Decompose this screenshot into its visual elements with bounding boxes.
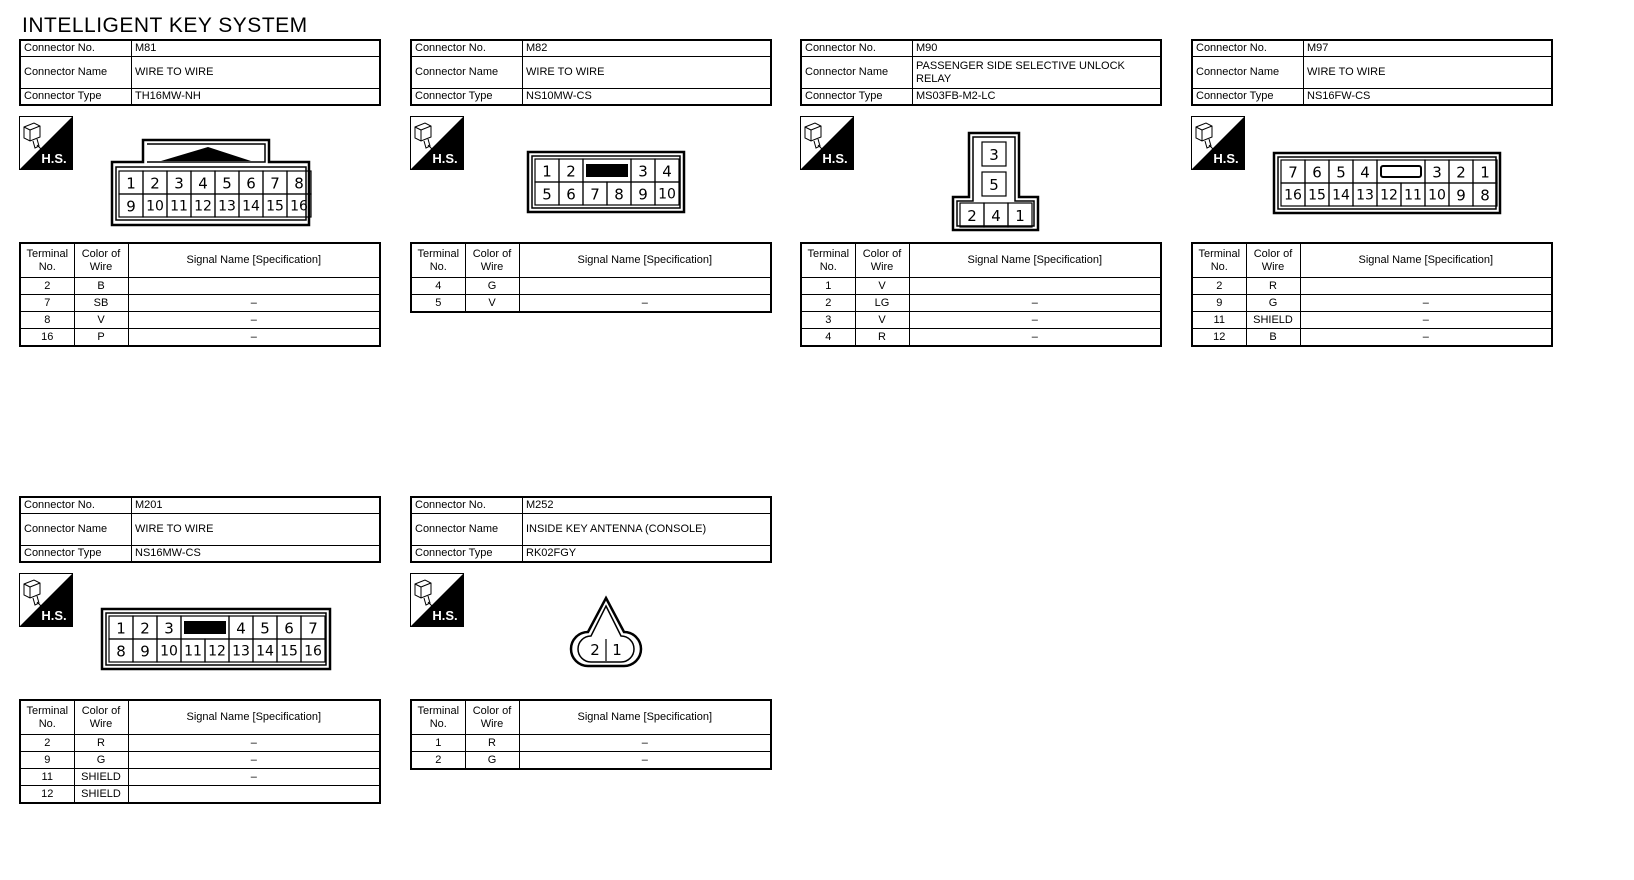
svg-text:H.S.: H.S. (1213, 151, 1239, 166)
connector-type-value: TH16MW-NH (132, 89, 381, 106)
wire-color-cell: R (465, 735, 519, 752)
terminal-table (410, 242, 772, 313)
harness-side-icon (800, 116, 854, 170)
pin-3: 3 (989, 146, 999, 164)
terminal-no-cell: 2 (801, 295, 855, 312)
terminal-table (19, 699, 381, 804)
terminal-no-cell: 2 (1192, 278, 1246, 295)
terminal-no-cell: 2 (20, 735, 74, 752)
pin-10: 10 (1428, 187, 1446, 204)
pin-8: 8 (294, 174, 304, 193)
signal-name-cell (128, 278, 380, 295)
pin-4: 4 (236, 619, 246, 638)
pin-2: 2 (967, 207, 977, 225)
connector-no-value: M82 (523, 40, 772, 57)
color-of-wire-header: Color of Wire (465, 700, 519, 735)
signal-name-cell: – (128, 752, 380, 769)
pin-4: 4 (662, 162, 672, 181)
pin-14: 14 (242, 198, 260, 215)
signal-name-cell: – (128, 295, 380, 312)
connector-type-label: Connector Type (411, 546, 523, 563)
connector-no-value: M97 (1304, 40, 1553, 57)
terminal-no-header: Terminal No. (801, 243, 855, 278)
cavity-key (1381, 166, 1421, 177)
pin-8: 8 (1480, 186, 1490, 205)
connector-no-value: M201 (132, 497, 381, 514)
connector-name-value: PASSENGER SIDE SELECTIVE UNLOCK RELAY (913, 57, 1162, 89)
terminal-no-header: Terminal No. (1192, 243, 1246, 278)
table-row (801, 295, 1161, 312)
color-of-wire-header: Color of Wire (74, 243, 128, 278)
pin-1: 1 (1480, 163, 1490, 182)
table-row (1192, 278, 1552, 295)
connector-info-table (410, 496, 772, 563)
connector-type-label: Connector Type (20, 89, 132, 106)
terminal-no-cell: 5 (411, 295, 465, 313)
pin-9: 9 (1456, 186, 1466, 205)
pin-10: 10 (658, 186, 676, 203)
pin-4: 4 (1360, 163, 1370, 182)
pin-12: 12 (1380, 187, 1398, 204)
wire-color-cell: SB (74, 295, 128, 312)
connector-panel-m90 (800, 39, 1162, 343)
wire-color-cell: G (74, 752, 128, 769)
signal-name-cell (519, 278, 771, 295)
table-row (20, 312, 380, 329)
table-row (20, 295, 380, 312)
signal-name-header: Signal Name [Specification] (519, 243, 771, 278)
pin-5: 5 (542, 185, 552, 204)
page-title: INTELLIGENT KEY SYSTEM (22, 14, 308, 37)
connector-name-value: WIRE TO WIRE (132, 514, 381, 546)
connector-info-table (410, 39, 772, 106)
wire-color-cell: LG (855, 295, 909, 312)
connector-type-value: NS16FW-CS (1304, 89, 1553, 106)
signal-name-cell (909, 278, 1161, 295)
connector-face-m90 (952, 132, 1040, 232)
connector-type-label: Connector Type (1192, 89, 1304, 106)
pin-14: 14 (256, 643, 274, 660)
connector-panel-m81 (19, 39, 381, 343)
table-row (411, 752, 771, 770)
connector-panel-m97 (1191, 39, 1553, 343)
pin-13: 13 (1356, 187, 1374, 204)
signal-name-cell: – (909, 329, 1161, 347)
terminal-no-cell: 4 (411, 278, 465, 295)
pin-grid (109, 616, 325, 662)
pin-11: 11 (170, 198, 188, 215)
table-row (1192, 312, 1552, 329)
terminal-no-cell: 9 (1192, 295, 1246, 312)
pin-13: 13 (232, 643, 250, 660)
signal-name-cell: – (128, 769, 380, 786)
connector-name-label: Connector Name (20, 514, 132, 546)
connector-name-value: INSIDE KEY ANTENNA (CONSOLE) (523, 514, 772, 546)
connector-face-m201 (101, 608, 331, 670)
table-row (20, 752, 380, 769)
wire-color-cell: V (855, 312, 909, 329)
table-row (801, 278, 1161, 295)
pin-7: 7 (270, 174, 280, 193)
connector-type-label: Connector Type (20, 546, 132, 563)
svg-text:H.S.: H.S. (41, 608, 67, 623)
pin-15: 15 (266, 198, 284, 215)
harness-side-icon (410, 573, 464, 627)
pin-15: 15 (1308, 187, 1326, 204)
pin-16: 16 (1284, 187, 1302, 204)
wire-color-cell: R (74, 735, 128, 752)
signal-name-cell: – (519, 752, 771, 770)
connector-no-label: Connector No. (20, 40, 132, 57)
terminal-no-cell: 12 (1192, 329, 1246, 347)
terminal-no-cell: 3 (801, 312, 855, 329)
terminal-no-cell: 7 (20, 295, 74, 312)
wire-color-cell: G (1246, 295, 1300, 312)
terminal-table-header (411, 243, 771, 278)
connector-type-value: NS10MW-CS (523, 89, 772, 106)
signal-name-header: Signal Name [Specification] (909, 243, 1161, 278)
harness-side-icon (1191, 116, 1245, 170)
signal-name-cell: – (128, 329, 380, 347)
connector-panel-m252 (410, 496, 772, 766)
wire-color-cell: B (74, 278, 128, 295)
wire-color-cell: R (1246, 278, 1300, 295)
connector-type-value: NS16MW-CS (132, 546, 381, 563)
pin-6: 6 (566, 185, 576, 204)
connector-type-label: Connector Type (411, 89, 523, 106)
color-of-wire-header: Color of Wire (1246, 243, 1300, 278)
wire-color-cell: G (465, 752, 519, 770)
pin-grid (590, 639, 622, 661)
wire-color-cell: P (74, 329, 128, 347)
table-row (801, 329, 1161, 347)
pin-4: 4 (991, 207, 1001, 225)
pin-1: 1 (116, 619, 126, 638)
terminal-table-header (411, 700, 771, 735)
terminal-no-cell: 2 (20, 278, 74, 295)
signal-name-cell (1300, 278, 1552, 295)
terminal-no-header: Terminal No. (20, 700, 74, 735)
pin-14: 14 (1332, 187, 1350, 204)
table-row (801, 312, 1161, 329)
terminal-table (19, 242, 381, 347)
terminal-table (800, 242, 1162, 347)
svg-text:H.S.: H.S. (822, 151, 848, 166)
pin-5: 5 (222, 174, 232, 193)
signal-name-cell: – (1300, 312, 1552, 329)
table-row (411, 295, 771, 313)
connector-no-label: Connector No. (411, 497, 523, 514)
pin-2: 2 (150, 174, 160, 193)
pin-7: 7 (1288, 163, 1298, 182)
pin-3: 3 (164, 619, 174, 638)
pin-2: 2 (140, 619, 150, 638)
pin-10: 10 (146, 198, 164, 215)
table-row (20, 769, 380, 786)
connector-no-label: Connector No. (411, 40, 523, 57)
pin-11: 11 (1404, 187, 1422, 204)
table-row (1192, 295, 1552, 312)
pin-12: 12 (208, 643, 226, 660)
terminal-table-header (1192, 243, 1552, 278)
pin-2: 2 (590, 641, 600, 659)
pin-grid (535, 159, 679, 205)
pin-3: 3 (638, 162, 648, 181)
pin-6: 6 (1312, 163, 1322, 182)
terminal-table (1191, 242, 1553, 347)
pin-16: 16 (304, 643, 322, 660)
terminal-no-cell: 1 (801, 278, 855, 295)
signal-name-cell: – (1300, 329, 1552, 347)
table-row (20, 278, 380, 295)
wire-color-cell: V (74, 312, 128, 329)
terminal-table-header (20, 700, 380, 735)
pin-2: 2 (1456, 163, 1466, 182)
terminal-table-header (801, 243, 1161, 278)
connector-panel-m201 (19, 496, 381, 800)
pin-8: 8 (116, 642, 126, 661)
terminal-table-header (20, 243, 380, 278)
wire-color-cell: R (855, 329, 909, 347)
terminal-no-header: Terminal No. (411, 243, 465, 278)
color-of-wire-header: Color of Wire (465, 243, 519, 278)
connector-no-label: Connector No. (801, 40, 913, 57)
connector-no-value: M81 (132, 40, 381, 57)
pin-grid (960, 142, 1032, 227)
connector-name-value: WIRE TO WIRE (132, 57, 381, 89)
signal-name-header: Signal Name [Specification] (1300, 243, 1552, 278)
pin-1: 1 (126, 174, 136, 193)
cavity-key (185, 622, 225, 633)
svg-text:H.S.: H.S. (432, 151, 458, 166)
pin-3: 3 (1432, 163, 1442, 182)
connector-info-table (19, 39, 381, 106)
table-row (1192, 329, 1552, 347)
color-of-wire-header: Color of Wire (855, 243, 909, 278)
svg-text:H.S.: H.S. (41, 151, 67, 166)
pin-1: 1 (612, 641, 622, 659)
terminal-no-cell: 11 (1192, 312, 1246, 329)
pin-1: 1 (1015, 207, 1025, 225)
connector-no-label: Connector No. (1192, 40, 1304, 57)
connector-face-m82 (527, 151, 685, 213)
pin-1: 1 (542, 162, 552, 181)
terminal-no-cell: 4 (801, 329, 855, 347)
pin-5: 5 (989, 176, 999, 194)
wire-color-cell: SHIELD (74, 786, 128, 804)
connector-type-value: MS03FB-M2-LC (913, 89, 1162, 106)
connector-no-label: Connector No. (20, 497, 132, 514)
connector-panel-m82 (410, 39, 772, 309)
connector-name-value: WIRE TO WIRE (1304, 57, 1553, 89)
harness-side-icon (410, 116, 464, 170)
color-of-wire-header: Color of Wire (74, 700, 128, 735)
connector-name-label: Connector Name (801, 57, 913, 89)
terminal-no-cell: 12 (20, 786, 74, 804)
connector-face-m252 (568, 596, 644, 668)
terminal-no-cell: 8 (20, 312, 74, 329)
connector-info-table (19, 496, 381, 563)
connector-name-label: Connector Name (20, 57, 132, 89)
terminal-table (410, 699, 772, 770)
signal-name-cell: – (128, 735, 380, 752)
pin-10: 10 (160, 643, 178, 660)
pin-9: 9 (140, 642, 150, 661)
pin-16: 16 (290, 198, 308, 215)
pin-6: 6 (284, 619, 294, 638)
pin-4: 4 (198, 174, 208, 193)
signal-name-header: Signal Name [Specification] (128, 700, 380, 735)
connector-face-m97 (1273, 152, 1501, 214)
terminal-no-cell: 11 (20, 769, 74, 786)
table-row (20, 786, 380, 804)
signal-name-cell: – (909, 312, 1161, 329)
pin-3: 3 (174, 174, 184, 193)
signal-name-cell: – (909, 295, 1161, 312)
signal-name-header: Signal Name [Specification] (519, 700, 771, 735)
terminal-no-cell: 9 (20, 752, 74, 769)
pin-2: 2 (566, 162, 576, 181)
wire-color-cell: SHIELD (1246, 312, 1300, 329)
connector-name-label: Connector Name (411, 514, 523, 546)
signal-name-cell (128, 786, 380, 804)
terminal-no-cell: 2 (411, 752, 465, 770)
pin-9: 9 (638, 185, 648, 204)
connector-info-table (1191, 39, 1553, 106)
connector-type-value: RK02FGY (523, 546, 772, 563)
terminal-no-cell: 16 (20, 329, 74, 347)
connector-name-label: Connector Name (411, 57, 523, 89)
wire-color-cell: B (1246, 329, 1300, 347)
pin-13: 13 (218, 198, 236, 215)
table-row (411, 735, 771, 752)
svg-text:H.S.: H.S. (432, 608, 458, 623)
terminal-no-header: Terminal No. (411, 700, 465, 735)
signal-name-cell: – (519, 295, 771, 313)
table-row (20, 329, 380, 347)
harness-side-icon (19, 116, 73, 170)
pin-grid (1281, 160, 1497, 206)
pin-7: 7 (590, 185, 600, 204)
wire-color-cell: G (465, 278, 519, 295)
wire-color-cell: V (465, 295, 519, 313)
table-row (411, 278, 771, 295)
pin-5: 5 (260, 619, 270, 638)
pin-7: 7 (308, 619, 318, 638)
signal-name-cell: – (1300, 295, 1552, 312)
connector-no-value: M252 (523, 497, 772, 514)
connector-info-table (800, 39, 1162, 106)
pin-12: 12 (194, 198, 212, 215)
connector-name-label: Connector Name (1192, 57, 1304, 89)
terminal-no-cell: 1 (411, 735, 465, 752)
pin-5: 5 (1336, 163, 1346, 182)
pin-6: 6 (246, 174, 256, 193)
pin-grid (119, 171, 311, 217)
signal-name-header: Signal Name [Specification] (128, 243, 380, 278)
connector-no-value: M90 (913, 40, 1162, 57)
connector-face-m81 (111, 139, 311, 227)
pin-9: 9 (126, 197, 136, 216)
wire-color-cell: V (855, 278, 909, 295)
harness-side-icon (19, 573, 73, 627)
table-row (20, 735, 380, 752)
signal-name-cell: – (519, 735, 771, 752)
cavity-key (587, 165, 627, 176)
connector-name-value: WIRE TO WIRE (523, 57, 772, 89)
pin-8: 8 (614, 185, 624, 204)
signal-name-cell: – (128, 312, 380, 329)
pin-11: 11 (184, 643, 202, 660)
wire-color-cell: SHIELD (74, 769, 128, 786)
connector-type-label: Connector Type (801, 89, 913, 106)
pin-15: 15 (280, 643, 298, 660)
terminal-no-header: Terminal No. (20, 243, 74, 278)
